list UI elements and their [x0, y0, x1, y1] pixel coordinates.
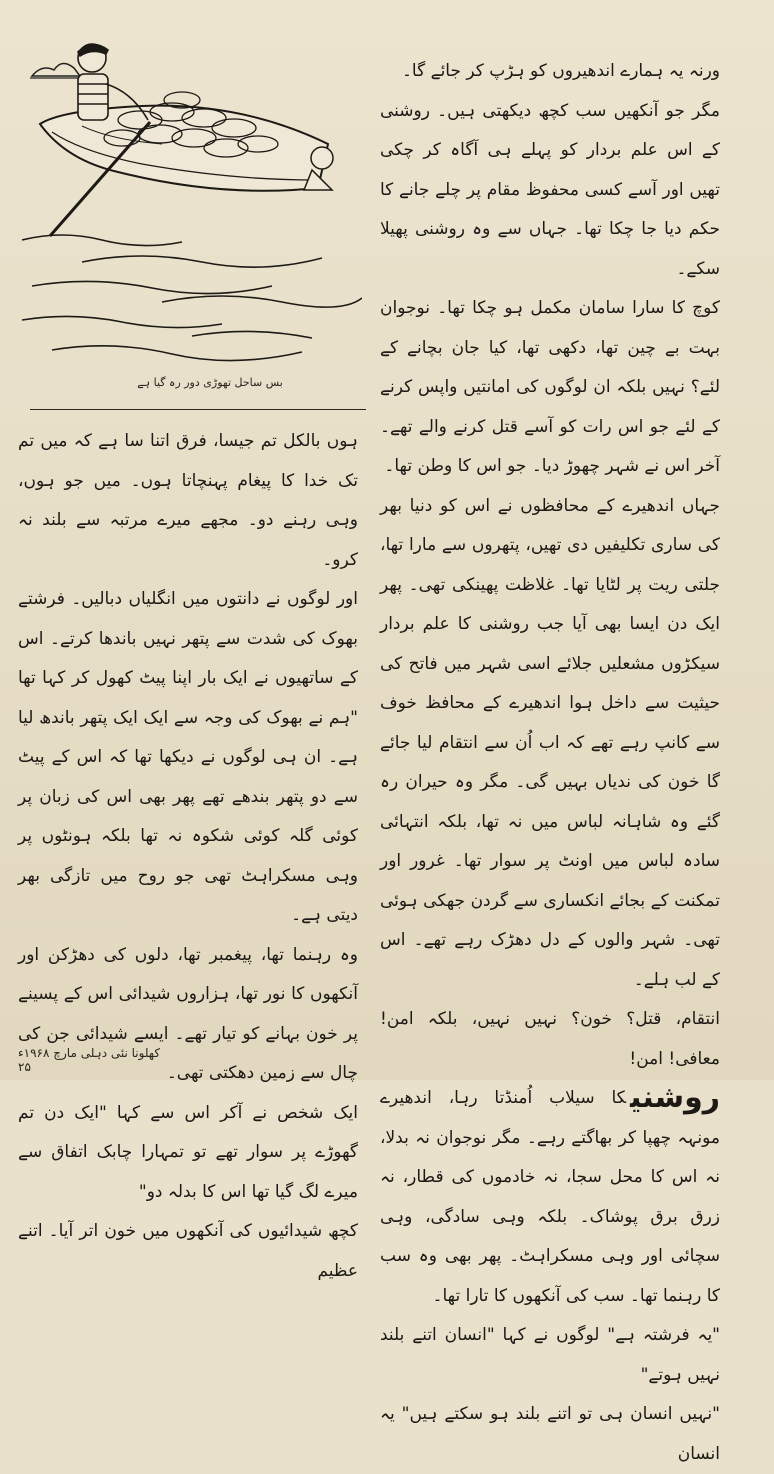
- paragraph: مگر جو آنکھیں سب کچھ دیکھتی ہیں۔ روشنی کے اس علم بردار کو پہلے ہی آگاہ کر چکی تھیں اور آسے کسی محفوظ مقام پر چلے جانے کا حکم دیا جا چکا تھا۔ جہاں سے وہ روشنی پھیلا سکے۔: [380, 100, 720, 279]
- section-heading: روشنی: [630, 1080, 720, 1115]
- paragraph: "یہ فرشتہ ہے" لوگوں نے کہا "انسان اتنے بلند نہیں ہوتے": [380, 1325, 720, 1385]
- heading-paragraph: [380, 1079, 720, 1316]
- paragraph: جہاں اندھیرے کے محافظوں نے اس کو دنیا بھر کی ساری تکلیفیں دی تھیں، پتھروں سے مارا تھا، جلتی ریت پر لٹایا تھا۔ غلاظت پھینکی تھی۔ پھر ایک دن ایسا بھی آیا جب روشنی کا علم بردار سیکڑوں مشعلیں جلائے اسی شہر میں فاتح کی حیثیت سے داخل ہوا اندھیرے کے محافظ خوف سے کانپ رہے تھے کہ اب اُن سے انتقام لیا جائے گا خون کی ندیاں بہیں گی۔ مگر وہ حیران رہ گئے وہ شاہانہ لباس میں نہ تھا، بلکہ انتہائی سادہ لباس میں اونٹ پر سوار تھا۔ غرور اور تمکنت کے بجائے انکساری سے گردن جھکی ہوئی تھی۔ شہر والوں کے دل دھڑک رہے تھے۔ اس کے لب ہلے۔: [380, 495, 720, 990]
- paragraph: وہ رہنما تھا، پیغمبر تھا، دلوں کی دھڑکن اور آنکھوں کا نور تھا، ہزاروں شیدائی اس کے پسینے پر خون بہانے کو تیار تھے۔ ایسے شیدائی جن کی چال سے زمین دھکتی تھی۔: [18, 944, 358, 1083]
- rowing-boat-illustration: [22, 40, 362, 370]
- paragraph: ایک شخص نے آکر اس سے کہا "ایک دن تم گھوڑے پر سوار تھے تو تمہارا چابک اتفاق سے میرے لگ گیا تھا اس کا بدلہ دو": [18, 1102, 358, 1202]
- paragraph: اور لوگوں نے دانتوں میں انگلیاں دبالیں۔ فرشتے بھوک کی شدت سے پتھر نہیں باندھا کرتے۔ اس کے ساتھیوں نے ایک بار اپنا پیٹ کھول کر کہا تھا "ہم نے بھوک کی وجہ سے ایک ایک پتھر باندھ لیا ہے۔ ان ہی لوگوں نے دیکھا تھا کہ اس کے پیٹ سے دو پتھر بندھے تھے پھر بھی اس کی زبان پر کوئی گلہ کوئی شکوہ نہ تھا بلکہ ہونٹوں پر وہی مسکراہٹ تھی جو روح میں تازگی بھر دیتی ہے۔: [18, 589, 358, 925]
- column-divider: [30, 409, 366, 410]
- paragraph: کچھ شیدائیوں کی آنکھوں میں خون اتر آیا۔ اتنے عظیم: [18, 1221, 358, 1281]
- page-footer: کھلونا نئی دہلی مارچ ۱۹۶۸ء ۲۵: [18, 1046, 161, 1074]
- paragraph-text: کا سیلاب اُمنڈتا رہا، اندھیرے مونہہ چھپا کر بھاگتے رہے۔ مگر نوجوان نہ بدلا، نہ اس کا محل سجا، نہ خادموں کی قطار، نہ زرق برق پوشاک۔ بلکہ وہی سادگی، وہی سچائی اور وہی مسکراہٹ۔ پھر بھی وہ سب کا رہنما تھا۔ سب کی آنکھوں کا تارا تھا۔: [380, 1088, 720, 1306]
- paragraph: ورنہ یہ ہمارے اندھیروں کو ہڑپ کر جائے گا۔: [401, 61, 720, 81]
- paragraph: ہوں بالکل تم جیسا، فرق اتنا سا ہے کہ میں تم تک خدا کا پیغام پہنچاتا ہوں۔ میں جو ہوں، وہی رہنے دو۔ مجھے میرے مرتبہ سے بلند نہ کرو۔: [18, 431, 358, 570]
- paragraph: "نہیں انسان ہی تو اتنے بلند ہو سکتے ہیں" یہ انسان: [380, 1404, 720, 1464]
- paragraph: انتقام، قتل؟ خون؟ نہیں نہیں، بلکہ امن! معافی! امن!: [380, 1009, 720, 1069]
- left-column: [18, 422, 358, 1291]
- paragraph: کوچ کا سارا سامان مکمل ہو چکا تھا۔ نوجوان بہت بے چین تھا، دکھی تھا، کیا جان بچانے کے لئے؟ نہیں بلکہ ان لوگوں کی امانتیں واپس کرنے کے لئے جو اس رات کو آسے قتل کرنے والے تھے۔ آخر اس نے شہر چھوڑ دیا۔ جو اس کا وطن تھا۔: [380, 298, 720, 476]
- right-column: [380, 52, 720, 1474]
- illustration-caption: بس ساحل تھوڑی دور رہ گیا ہے: [137, 376, 283, 389]
